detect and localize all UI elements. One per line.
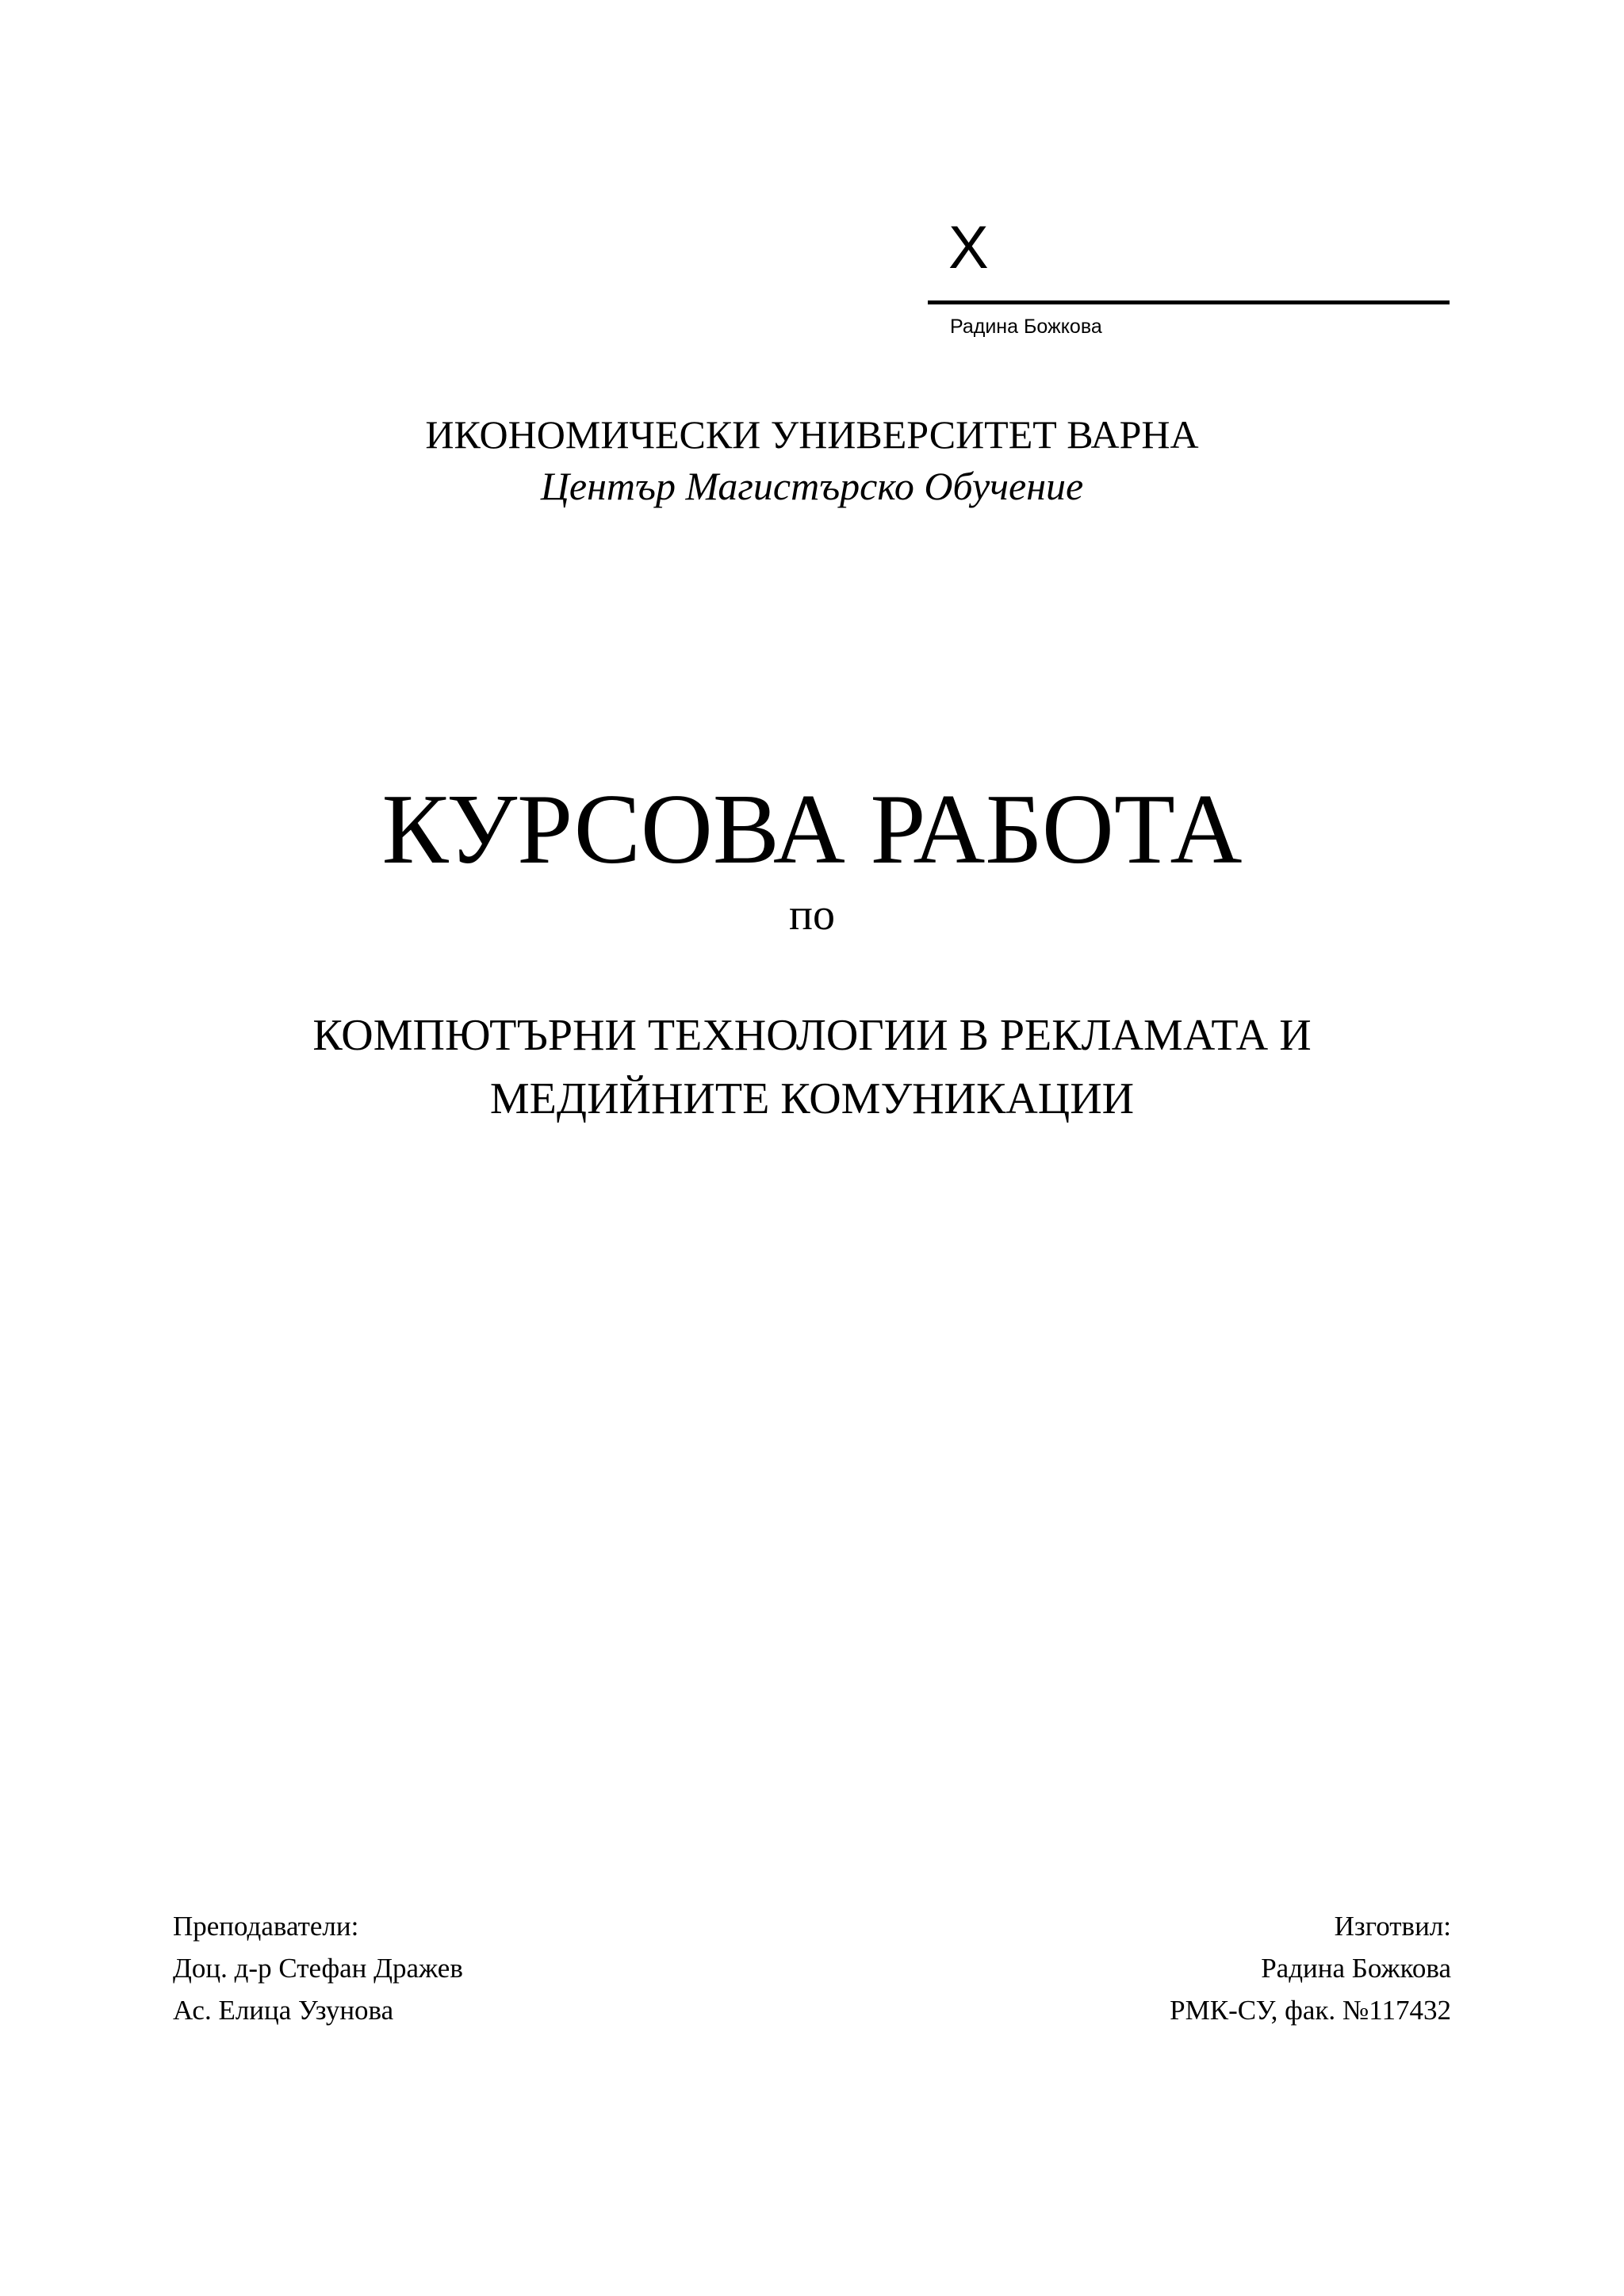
- signature-line: [928, 300, 1450, 304]
- signature-mark: X: [948, 214, 989, 281]
- teacher-name: Доц. д-р Стефан Дражев: [173, 1953, 463, 1984]
- author-details: РМК-СУ, фак. №117432: [1170, 1995, 1451, 2026]
- university-center: Център Магистърско Обучение: [540, 464, 1084, 508]
- subject-line-2: МЕДИЙНИТЕ КОМУНИКАЦИИ: [489, 1074, 1135, 1123]
- author-label: Изготвил:: [1334, 1911, 1451, 1942]
- author-block: [1170, 1905, 1451, 2031]
- document-title: КУРСОВА РАБОТА: [381, 775, 1243, 885]
- signature-block: [928, 214, 1450, 345]
- author-name: Радина Божкова: [1261, 1953, 1451, 1984]
- teachers-label: Преподаватели:: [173, 1911, 359, 1942]
- subject-line-1: КОМПЮТЪРНИ ТЕХНОЛОГИИ В РЕКЛАМАТА И: [312, 1011, 1312, 1060]
- teacher-name: Ас. Елица Узунова: [173, 1995, 394, 2026]
- document-title-by: по: [789, 890, 835, 939]
- signature-name: Радина Божкова: [950, 316, 1102, 338]
- university-name: ИКОНОМИЧЕСКИ УНИВЕРСИТЕТ ВАРНА: [425, 412, 1199, 457]
- teachers-block: [173, 1905, 463, 2031]
